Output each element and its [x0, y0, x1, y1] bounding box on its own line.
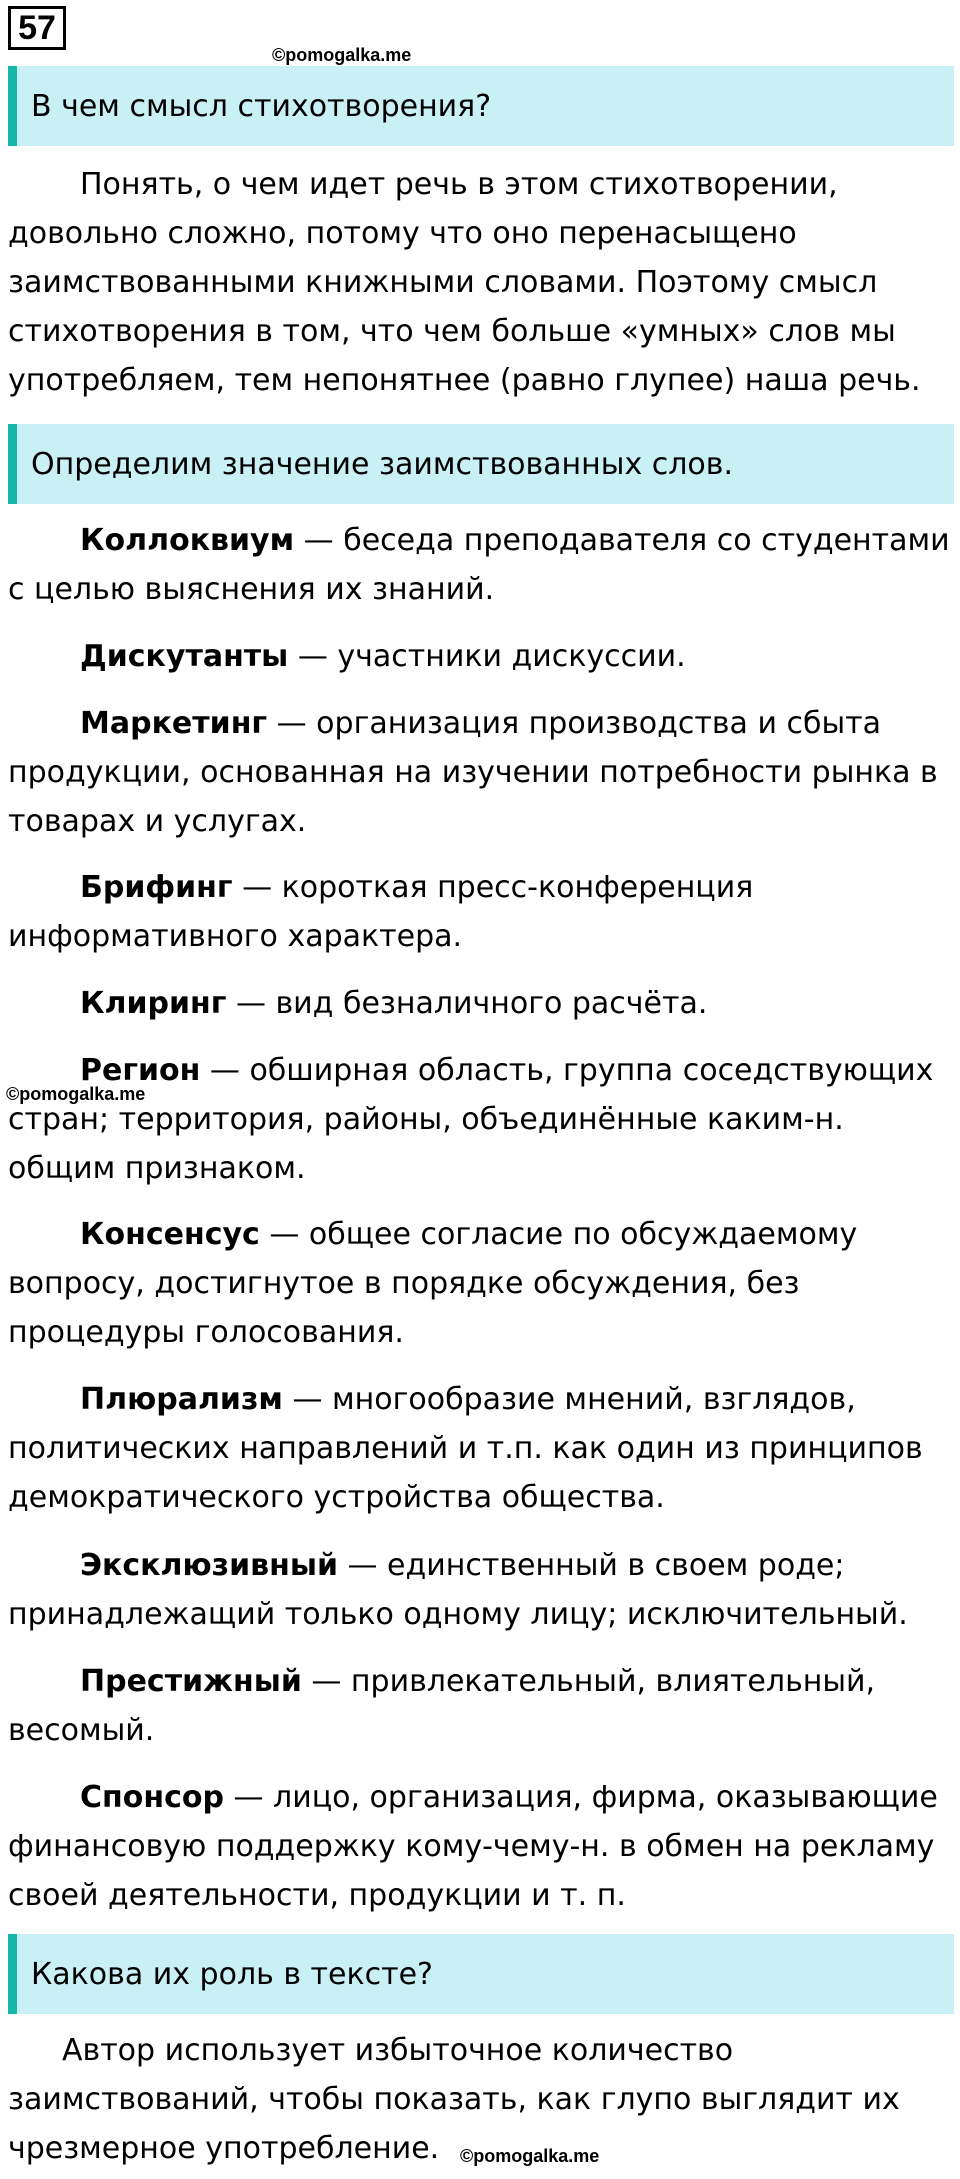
definition-term: Плюрализм	[80, 1382, 283, 1417]
definition-item	[8, 863, 954, 961]
definition-item	[8, 979, 954, 1028]
definition-term: Консенсус	[80, 1217, 260, 1252]
definition-term: Эксклюзивный	[80, 1548, 338, 1583]
answer-role: Автор использует избыточное количество заимствований, чтобы показать, как глупо выглядит их чрезмерное употребление.	[8, 2033, 900, 2166]
definition-text: — общее согласие по обсуждаемому вопросу, достигнутое в порядке обсуждения, без процедуры голосования.	[8, 1217, 858, 1350]
definition-text: — единственный в своем роде; принадлежащий только одному лицу; исключительный.	[8, 1548, 908, 1632]
definition-term: Брифинг	[80, 870, 233, 905]
definition-item	[8, 1657, 954, 1755]
definition-term: Престижный	[80, 1664, 302, 1699]
answer-meaning: Понять, о чем идет речь в этом стихотворении, довольно сложно, потому что оно перенасыщено заимствованными книжными словами. Поэтому смысл стихотворения в том, что чем больше «умных» слов мы употребляем, тем непонятнее (равно глупее) наша речь.	[8, 167, 921, 398]
heading-meaning	[8, 66, 954, 146]
watermark: ©pomogalka.me	[272, 45, 412, 65]
definition-item	[8, 1773, 954, 1920]
definition-text: — лицо, организация, фирма, оказывающие финансовую поддержку кому-чему-н. в обмен на рекламу своей деятельности, продукции и т. п.	[8, 1780, 938, 1913]
definition-item	[8, 632, 954, 681]
definition-term: Регион	[80, 1053, 201, 1088]
definition-item	[8, 1375, 954, 1522]
definition-term: Коллоквиум	[80, 523, 295, 558]
watermark: ©pomogalka.me	[460, 2146, 600, 2166]
definition-text: — вид безналичного расчёта.	[226, 986, 708, 1021]
definition-term: Маркетинг	[80, 706, 268, 741]
definition-item	[8, 1210, 954, 1357]
definition-item	[8, 516, 954, 614]
task-number: 57	[8, 6, 66, 50]
definition-term: Спонсор	[80, 1780, 224, 1815]
heading-definitions	[8, 424, 954, 504]
heading-definitions-text: Определим значение заимствованных слов.	[31, 446, 733, 482]
definition-text: — обширная область, группа соседствующих стран; территория, районы, объединённые каким-н. общим признаком.	[8, 1053, 934, 1186]
definition-text: — короткая пресс-конференция информативного характера.	[8, 870, 754, 954]
watermark: ©pomogalka.me	[6, 1084, 146, 1104]
definition-text: — привлекательный, влиятельный, весомый.	[8, 1664, 876, 1748]
definition-text: — организация производства и сбыта продукции, основанная на изучении потребности рынка в товарах и услугах.	[8, 706, 938, 839]
definition-item	[8, 699, 954, 846]
definition-item	[8, 1541, 954, 1639]
heading-role	[8, 1934, 954, 2014]
definition-term: Дискутанты	[80, 639, 289, 674]
heading-meaning-text: В чем смысл стихотворения?	[31, 88, 492, 124]
definition-item	[8, 1046, 954, 1193]
definition-text: — участники дискуссии.	[288, 639, 686, 674]
heading-role-text: Какова их роль в тексте?	[31, 1956, 433, 1992]
definition-term: Клиринг	[80, 986, 227, 1021]
definition-text: — беседа преподавателя со студентами с целью выяснения их знаний.	[8, 523, 950, 607]
definition-text: — многообразие мнений, взглядов, политических направлений и т.п. как один из принципов демократического устройства общества.	[8, 1382, 923, 1515]
